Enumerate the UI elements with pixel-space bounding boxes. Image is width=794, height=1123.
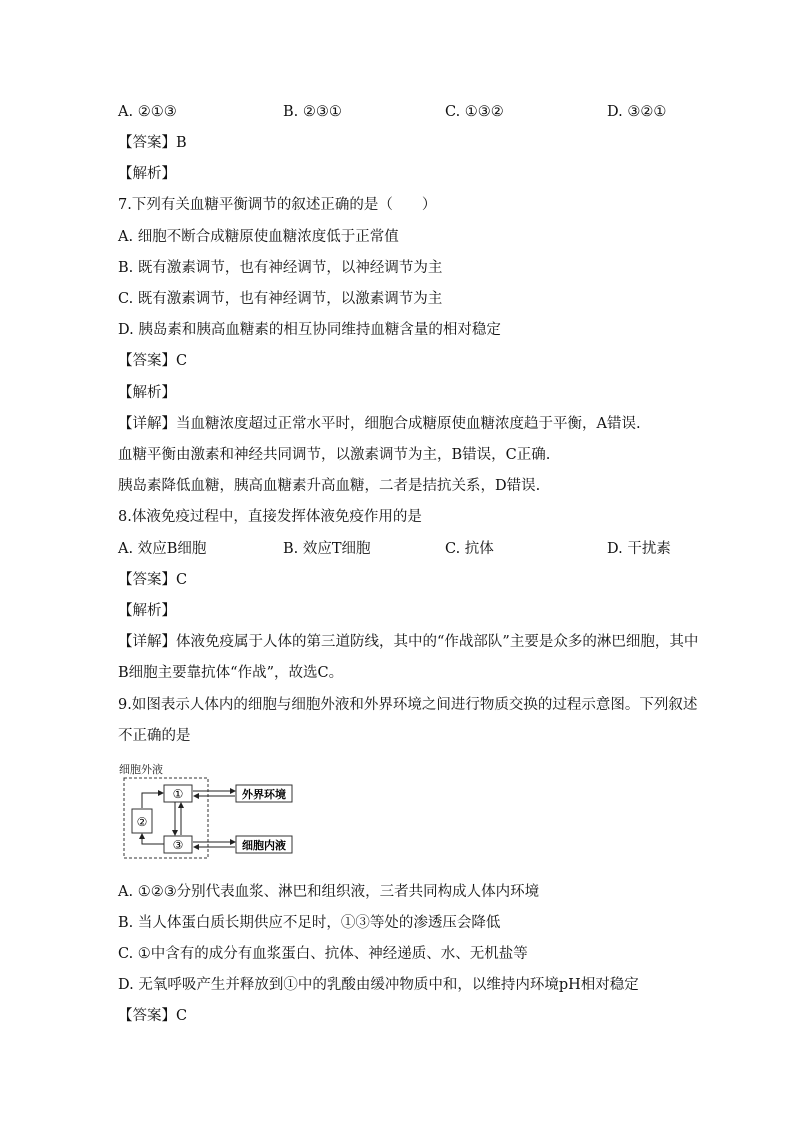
q9-stem-line-1: 9.如图表示人体内的细胞与细胞外液和外界环境之间进行物质交换的过程示意图。下列叙述 xyxy=(118,697,698,713)
q7-option-a: A. 细胞不断合成糖原使血糖浓度低于正常值 xyxy=(118,229,399,245)
q8-option-a: A. 效应B细胞 xyxy=(118,541,207,557)
box-3-label: ③ xyxy=(172,838,184,852)
q8-analysis-heading: 【解析】 xyxy=(118,603,176,619)
q7-detail-line-2: 血糖平衡由激素和神经共同调节，以激素调节为主，B错误，C正确. xyxy=(118,447,551,463)
q7-detail-line-1: 【详解】当血糖浓度超过正常水平时，细胞合成糖原使血糖浓度趋于平衡，A错误. xyxy=(118,416,641,432)
q8-stem: 8.体液免疫过程中，直接发挥体液免疫作用的是 xyxy=(118,509,422,525)
q8-answer: 【答案】C xyxy=(118,572,188,588)
q6-option-c: C. ①③② xyxy=(445,104,504,120)
q7-option-c: C. 既有激素调节，也有神经调节，以激素调节为主 xyxy=(118,291,443,307)
intracellular-fluid-label: 细胞内液 xyxy=(242,839,286,852)
q9-answer: 【答案】C xyxy=(118,1008,188,1024)
q9-option-a: A. ①②③分别代表血浆、淋巴和组织液，三者共同构成人体内环境 xyxy=(118,884,540,900)
q6-option-d: D. ③②① xyxy=(607,104,667,120)
q8-detail-line-1: 【详解】体液免疫属于人体的第三道防线，其中的“作战部队”主要是众多的淋巴细胞，其中 xyxy=(118,634,699,650)
q7-answer: 【答案】C xyxy=(118,353,188,369)
q9-stem-line-2: 不正确的是 xyxy=(118,728,191,744)
q6-options xyxy=(118,102,678,122)
q8-options xyxy=(118,539,678,559)
q6-option-a: A. ②①③ xyxy=(118,104,177,120)
q7-detail-line-3: 胰岛素降低血糖，胰高血糖素升高血糖，二者是拮抗关系，D错误. xyxy=(118,478,541,494)
fluid-exchange-diagram xyxy=(118,760,318,860)
q9-option-b: B. 当人体蛋白质长期供应不足时，①③等处的渗透压会降低 xyxy=(118,915,501,931)
box-2-label: ② xyxy=(136,815,148,829)
extracellular-fluid-label: 细胞外液 xyxy=(119,763,163,776)
q7-option-d: D. 胰岛素和胰高血糖素的相互协同维持血糖含量的相对稳定 xyxy=(118,322,501,338)
q7-stem: 7.下列有关血糖平衡调节的叙述正确的是（ ） xyxy=(118,197,437,213)
q6-answer: 【答案】B xyxy=(118,135,187,151)
q6-analysis-heading: 【解析】 xyxy=(118,166,176,182)
q9-option-c: C. ①中含有的成分有血浆蛋白、抗体、神经递质、水、无机盐等 xyxy=(118,946,528,962)
q8-detail-line-2: B细胞主要靠抗体“作战”，故选C。 xyxy=(118,665,344,681)
q8-option-c: C. 抗体 xyxy=(445,541,494,557)
q8-option-d: D. 干扰素 xyxy=(607,541,671,557)
q7-analysis-heading: 【解析】 xyxy=(118,385,176,401)
q9-option-d: D. 无氧呼吸产生并释放到①中的乳酸由缓冲物质中和，以维持内环境pH相对稳定 xyxy=(118,977,639,993)
q7-option-b: B. 既有激素调节，也有神经调节，以神经调节为主 xyxy=(118,260,443,276)
external-environment-label: 外界环境 xyxy=(242,788,286,801)
box-1-label: ① xyxy=(172,787,184,801)
q8-option-b: B. 效应T细胞 xyxy=(283,541,371,557)
q6-option-b: B. ②③① xyxy=(283,104,342,120)
